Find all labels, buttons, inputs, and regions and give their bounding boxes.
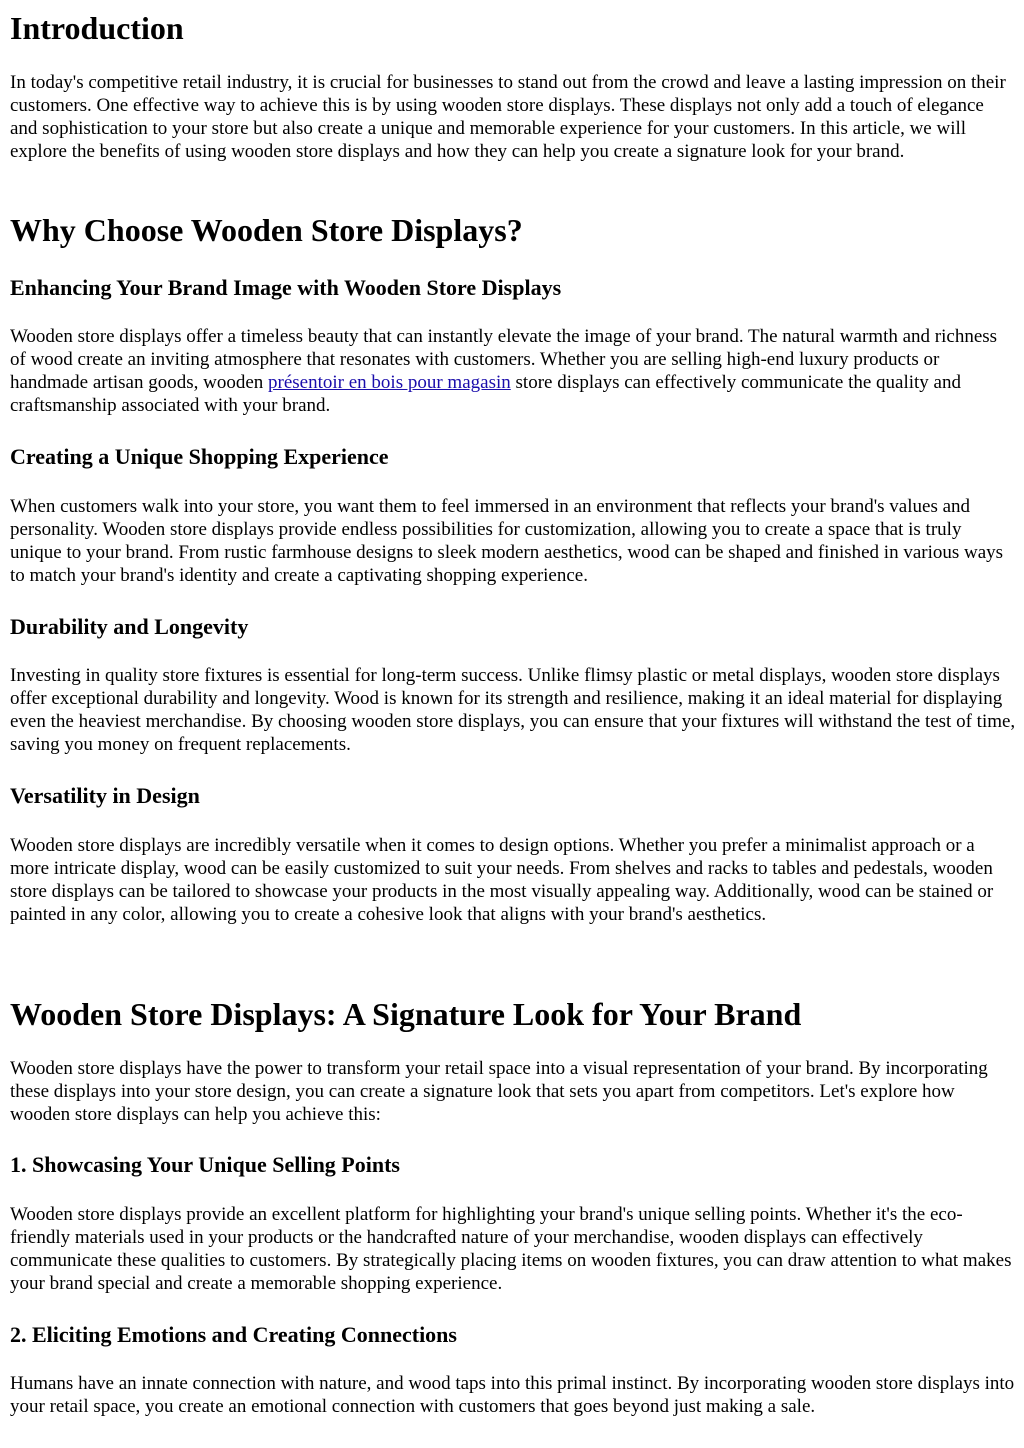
paragraph-unique-experience: When customers walk into your store, you want them to feel immersed in an environment that reflects your brand's values and personality. Wooden store displays provide endless possibilities for customization, allowing you to create a space that is truly unique to your brand. From rustic farmhouse designs to sleek modern aesthetics, wood can be shaped and finished in various ways to match your brand's identity and create a captivating shopping experience. xyxy=(10,496,1004,586)
heading-durability: Durability and Longevity xyxy=(10,614,249,639)
paragraph-durability: Investing in quality store fixtures is essential for long-term success. Unlike flimsy plastic or metal displays, wooden store displays offer exceptional durability and longevity. Wood is known for its strength and resilience, making it an ideal material for displaying even the heaviest merchandise. By choosing wooden store displays, you can ensure that your fixtures will withstand the test of time, saving you money on frequent replacements. xyxy=(10,665,1016,755)
heading-unique-selling-points: 1. Showcasing Your Unique Selling Points xyxy=(10,1152,400,1177)
heading-introduction: Introduction xyxy=(10,10,184,46)
heading-versatility: Versatility in Design xyxy=(10,783,200,808)
heading-signature-look: Wooden Store Displays: A Signature Look for Your Brand xyxy=(10,996,802,1032)
presentoir-link[interactable]: présentoir en bois pour magasin xyxy=(268,372,511,393)
heading-brand-image: Enhancing Your Brand Image with Wooden Store Displays xyxy=(10,275,562,300)
paragraph-emotions-connections: Humans have an innate connection with nature, and wood taps into this primal instinct. By incorporating wooden store displays into your retail space, you create an emotional connection with customers that goes beyond just making a sale. xyxy=(10,1373,1015,1417)
heading-emotions-connections: 2. Eliciting Emotions and Creating Connections xyxy=(10,1322,457,1347)
heading-unique-experience: Creating a Unique Shopping Experience xyxy=(10,444,389,469)
paragraph-signature-look: Wooden store displays have the power to transform your retail space into a visual representation of your brand. By incorporating these displays into your store design, you can create a signature look that sets you apart from competitors. Let's explore how wooden store displays can help you achieve this: xyxy=(10,1058,988,1125)
brand-text-before: Wooden store displays offer a timeless beauty that can instantly elevate the image of your brand. The natural warmth and richness of wood create an inviting atmosphere that resonates with customers. Whether you are selling high-end luxury products or handmade artisan goods, wooden xyxy=(10,326,998,393)
paragraph-versatility: Wooden store displays are incredibly versatile when it comes to design options. Whether you prefer a minimalist approach or a more intricate display, wood can be easily customized to suit your needs. From shelves and racks to tables and pedestals, wooden store displays can be tailored to showcase your products in the most visually appealing way. Additionally, wood can be stained or painted in any color, allowing you to create a cohesive look that aligns with your brand's aesthetics. xyxy=(10,835,994,925)
heading-why-choose: Why Choose Wooden Store Displays? xyxy=(10,212,523,248)
paragraph-introduction: In today's competitive retail industry, it is crucial for businesses to stand out from the crowd and leave a lasting impression on their customers. One effective way to achieve this is by using wooden store displays. These displays not only add a touch of elegance and sophistication to your store but also create a unique and memorable experience for your customers. In this article, we will explore the benefits of using wooden store displays and how they can help you create a signature look for your brand. xyxy=(10,72,1006,162)
paragraph-unique-selling-points: Wooden store displays provide an excellent platform for highlighting your brand's unique selling points. Whether it's the eco-friendly materials used in your products or the handcrafted nature of your merchandise, wooden displays can effectively communicate these qualities to customers. By strategically placing items on wooden fixtures, you can draw attention to what makes your brand special and create a memorable shopping experience. xyxy=(10,1204,1012,1294)
brand-text-after: store displays can effectively communicate the quality and craftsmanship associated with your brand. xyxy=(10,372,961,416)
paragraph-brand-image xyxy=(10,325,1016,417)
